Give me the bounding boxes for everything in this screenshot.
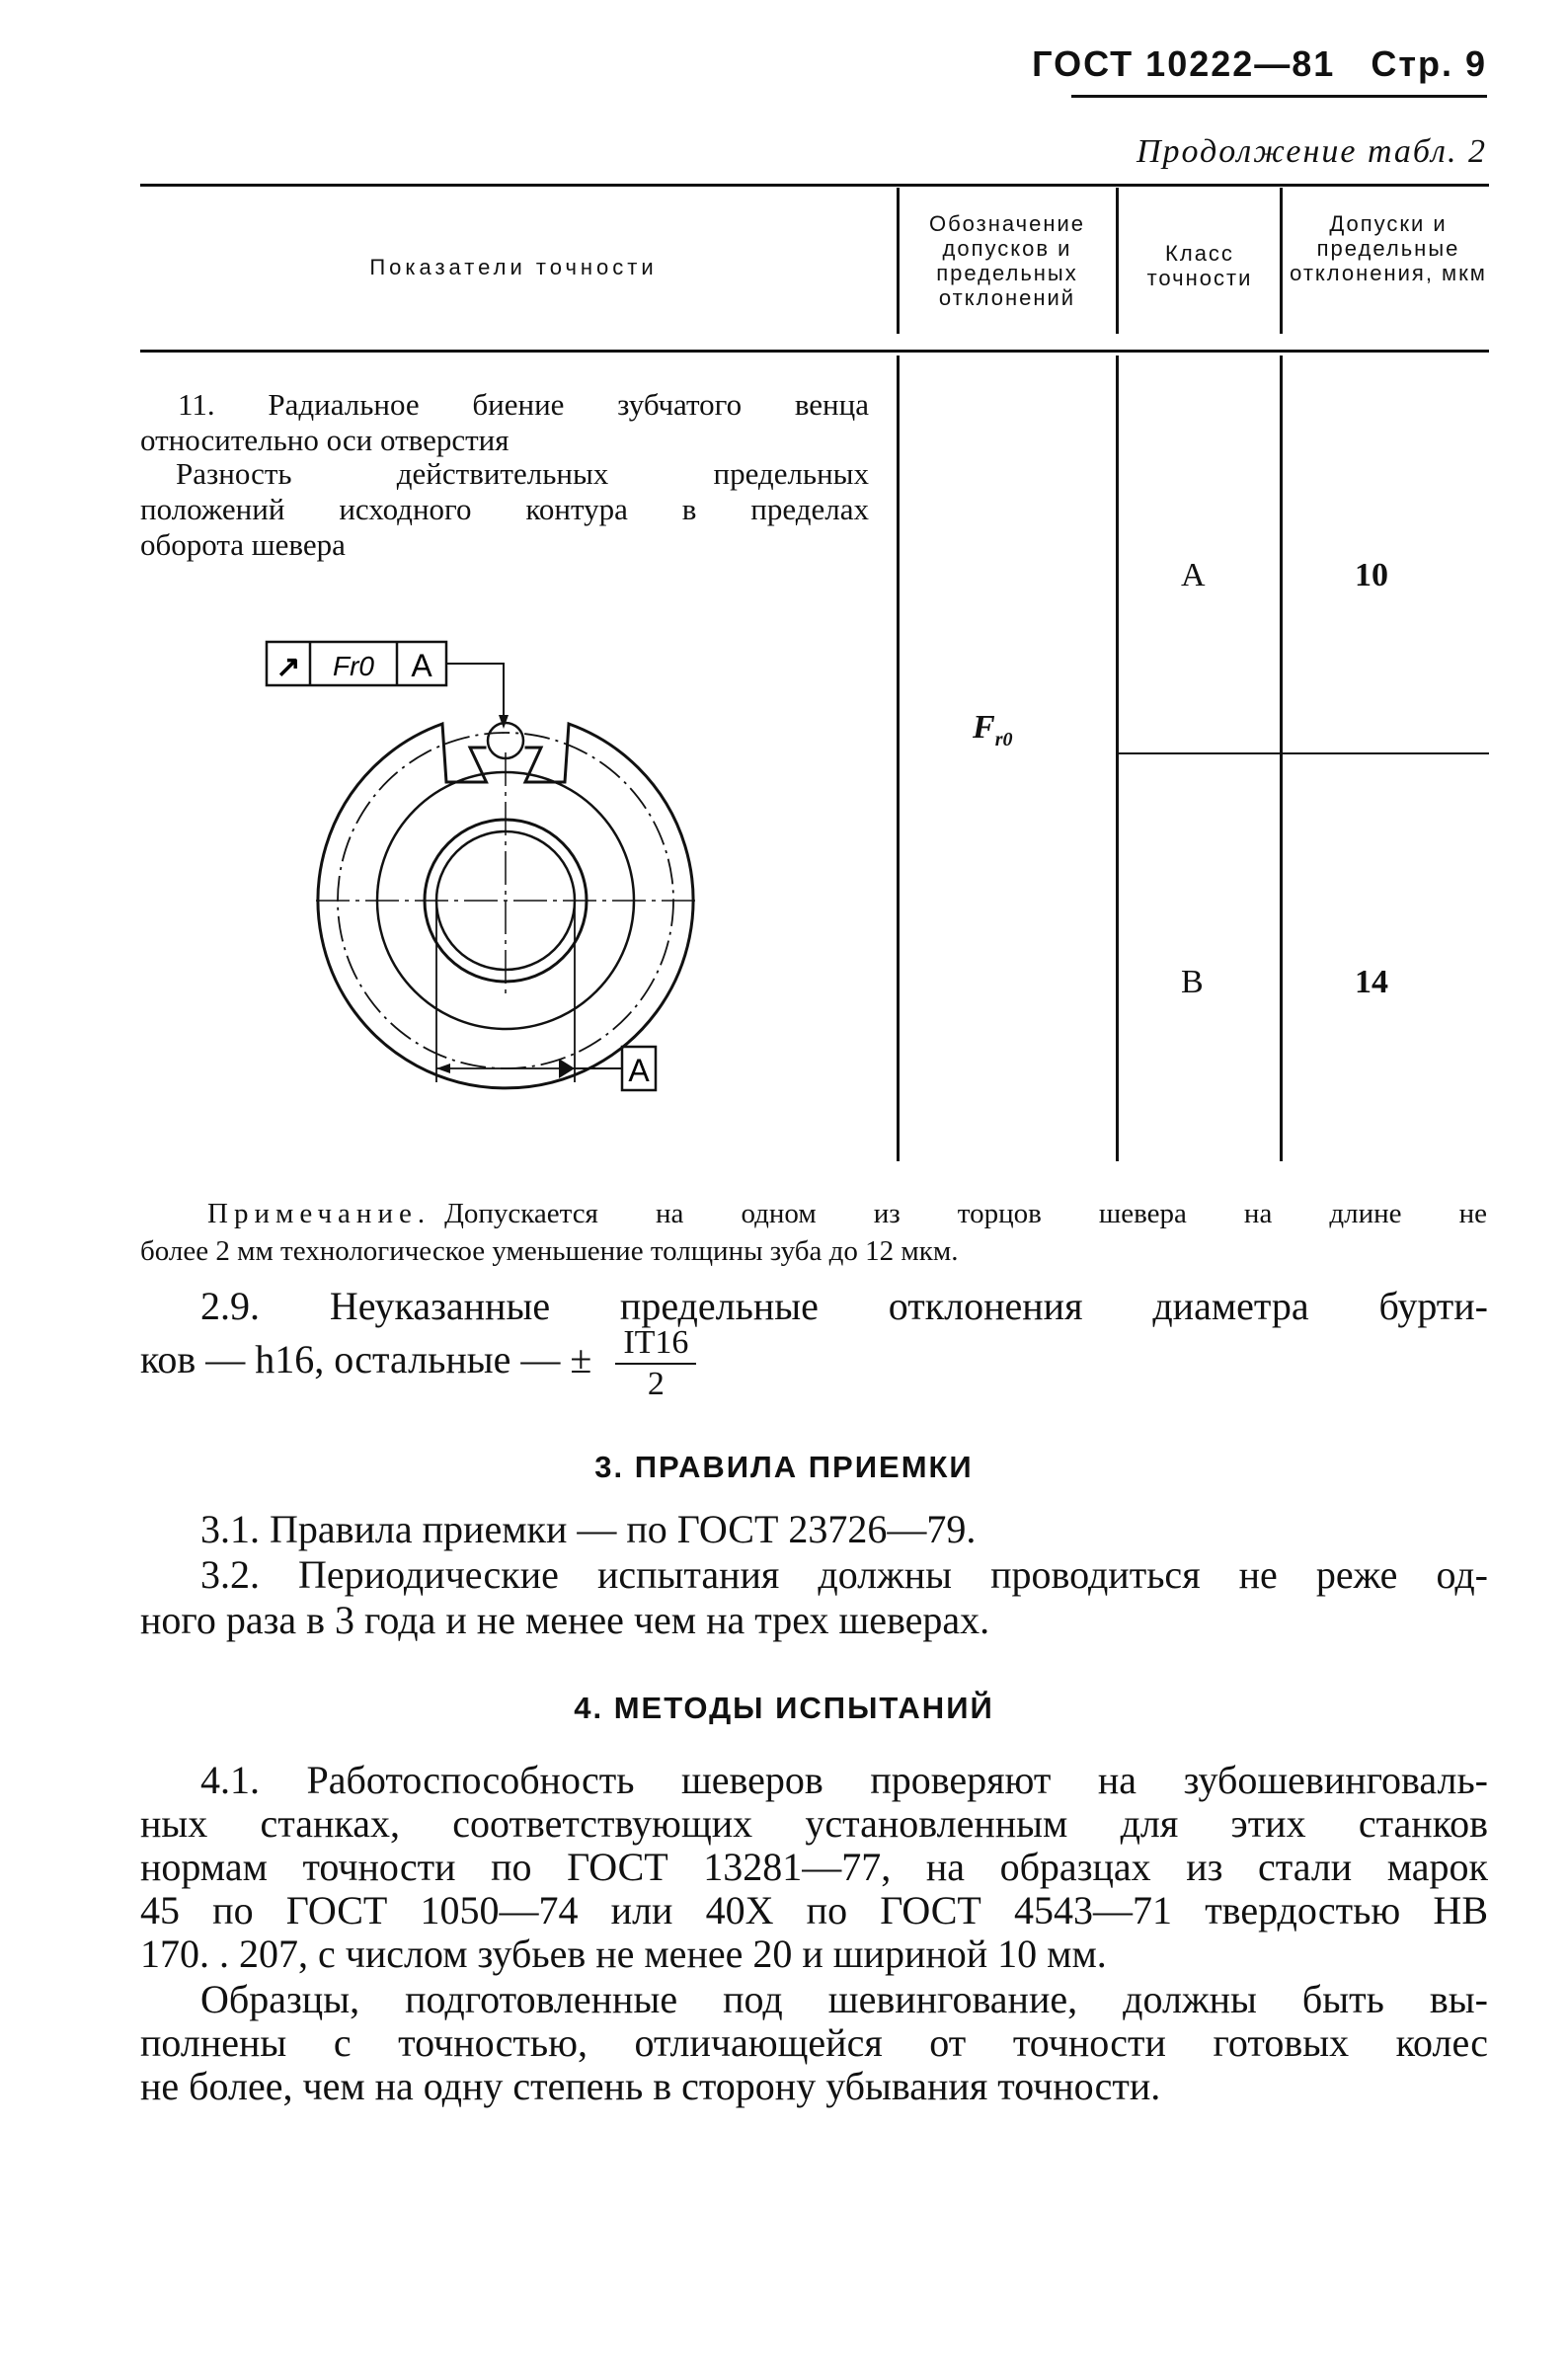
indicator-line-5: оборота шевера (140, 527, 346, 562)
section-3-para-1: 3.1. Правила приемки — по ГОСТ 23726—79. (200, 1507, 977, 1551)
page-number: Стр. 9 (1371, 43, 1487, 84)
section-4-para-2-line-2: полнены с точностью, отличающейся от точности готовых колес (140, 2020, 1488, 2065)
column-header-designation: Обозначение допусков и предельных отклонений (928, 211, 1086, 310)
note (207, 1195, 1487, 1232)
class-a-label: А (1181, 557, 1206, 593)
note-line-1: Допускается на одном из торцов шевера на длине не (444, 1198, 1487, 1229)
indicator-line-1: 11. Радиальное биение зубчатого венца (178, 387, 869, 422)
column-header-tolerance: Допуски и предельные отклонения, мкм (1290, 211, 1487, 285)
section-4-title: 4. МЕТОДЫ ИСПЫТАНИЙ (574, 1691, 994, 1725)
shaver-drawing (257, 632, 711, 1126)
indicator-line-2: относительно оси отверстия (140, 423, 510, 457)
table-col-divider-1 (897, 188, 900, 334)
indicator-line-4: положений исходного контура в пределах (140, 492, 869, 526)
table-col-divider-3-body (1280, 355, 1283, 1161)
table-class-divider (1118, 752, 1489, 754)
section-4-para-2-line-1: Образцы, подготовленные под шевингование, должны быть вы- (200, 1977, 1488, 2021)
header-underline (1071, 95, 1487, 98)
para-2-9-prefix: ков — h16, остальные — ± (140, 1337, 592, 1382)
section-4-para-1-line-1: 4.1. Работоспособность шеверов проверяют на зубошевинговаль- (200, 1758, 1488, 1802)
feature-control-frame (267, 642, 446, 685)
table-col-divider-3 (1280, 188, 1283, 334)
column-header-class: Класс точности (1146, 241, 1253, 290)
frame-datum-text: A (411, 648, 432, 683)
tolerance-symbol (973, 709, 1012, 751)
section-4-para-1-line-4: 45 по ГОСТ 1050—74 или 40Х по ГОСТ 4543—71 твердостью НВ (140, 1888, 1488, 1932)
para-2-9-line-2 (140, 1323, 696, 1404)
table-header-rule (140, 350, 1489, 353)
indicator-line-3: Разность действительных предельных (176, 456, 869, 491)
frame-tolerance-text: Fr0 (333, 651, 374, 681)
table-col-divider-2-body (1116, 355, 1119, 1161)
class-b-label: В (1181, 964, 1204, 1000)
table-col-divider-1-body (897, 355, 900, 1161)
fraction-numerator: IT16 (615, 1323, 696, 1365)
note-line-2: более 2 мм технологическое уменьшение толщины зуба до 12 мкм. (140, 1235, 959, 1267)
datum-label: A (628, 1053, 650, 1088)
standard-number: ГОСТ 10222—81 (1032, 43, 1336, 84)
section-3-para-2-line-2: ного раза в 3 года и не менее чем на трех шеверах. (140, 1598, 990, 1642)
column-header-indicators: Показатели точности (369, 255, 658, 279)
note-label: Примечание. (207, 1198, 431, 1229)
table-continuation-label: Продолжение табл. 2 (1136, 133, 1487, 170)
table-top-rule (140, 184, 1489, 187)
section-4-para-2-line-3: не более, чем на одну степень в сторону убывания точности. (140, 2064, 1161, 2108)
runout-arrow-icon: ↗ (275, 651, 301, 683)
tolerance-symbol-sub: r0 (994, 728, 1013, 750)
section-3-para-2-line-1: 3.2. Периодические испытания должны проводиться не реже од- (200, 1552, 1488, 1597)
class-a-value: 10 (1355, 557, 1388, 593)
class-b-value: 14 (1355, 964, 1388, 1000)
table-col-divider-2 (1116, 188, 1119, 334)
tolerance-fraction (615, 1323, 696, 1404)
section-3-title: 3. ПРАВИЛА ПРИЕМКИ (594, 1450, 974, 1484)
section-4-para-1-line-3: нормам точности по ГОСТ 13281—77, на образцах из стали марок (140, 1845, 1488, 1889)
page-header (1032, 43, 1487, 85)
tolerance-symbol-main: F (973, 709, 995, 746)
para-2-9-line-1: 2.9. Неуказанные предельные отклонения диаметра бурти- (200, 1284, 1488, 1328)
section-4-para-1-line-2: ных станках, соответствующих установленным для этих станков (140, 1801, 1488, 1846)
fraction-denominator: 2 (647, 1366, 665, 1402)
section-4-para-1-line-5: 170. . 207, с числом зубьев не менее 20 и шириной 10 мм. (140, 1932, 1107, 1976)
